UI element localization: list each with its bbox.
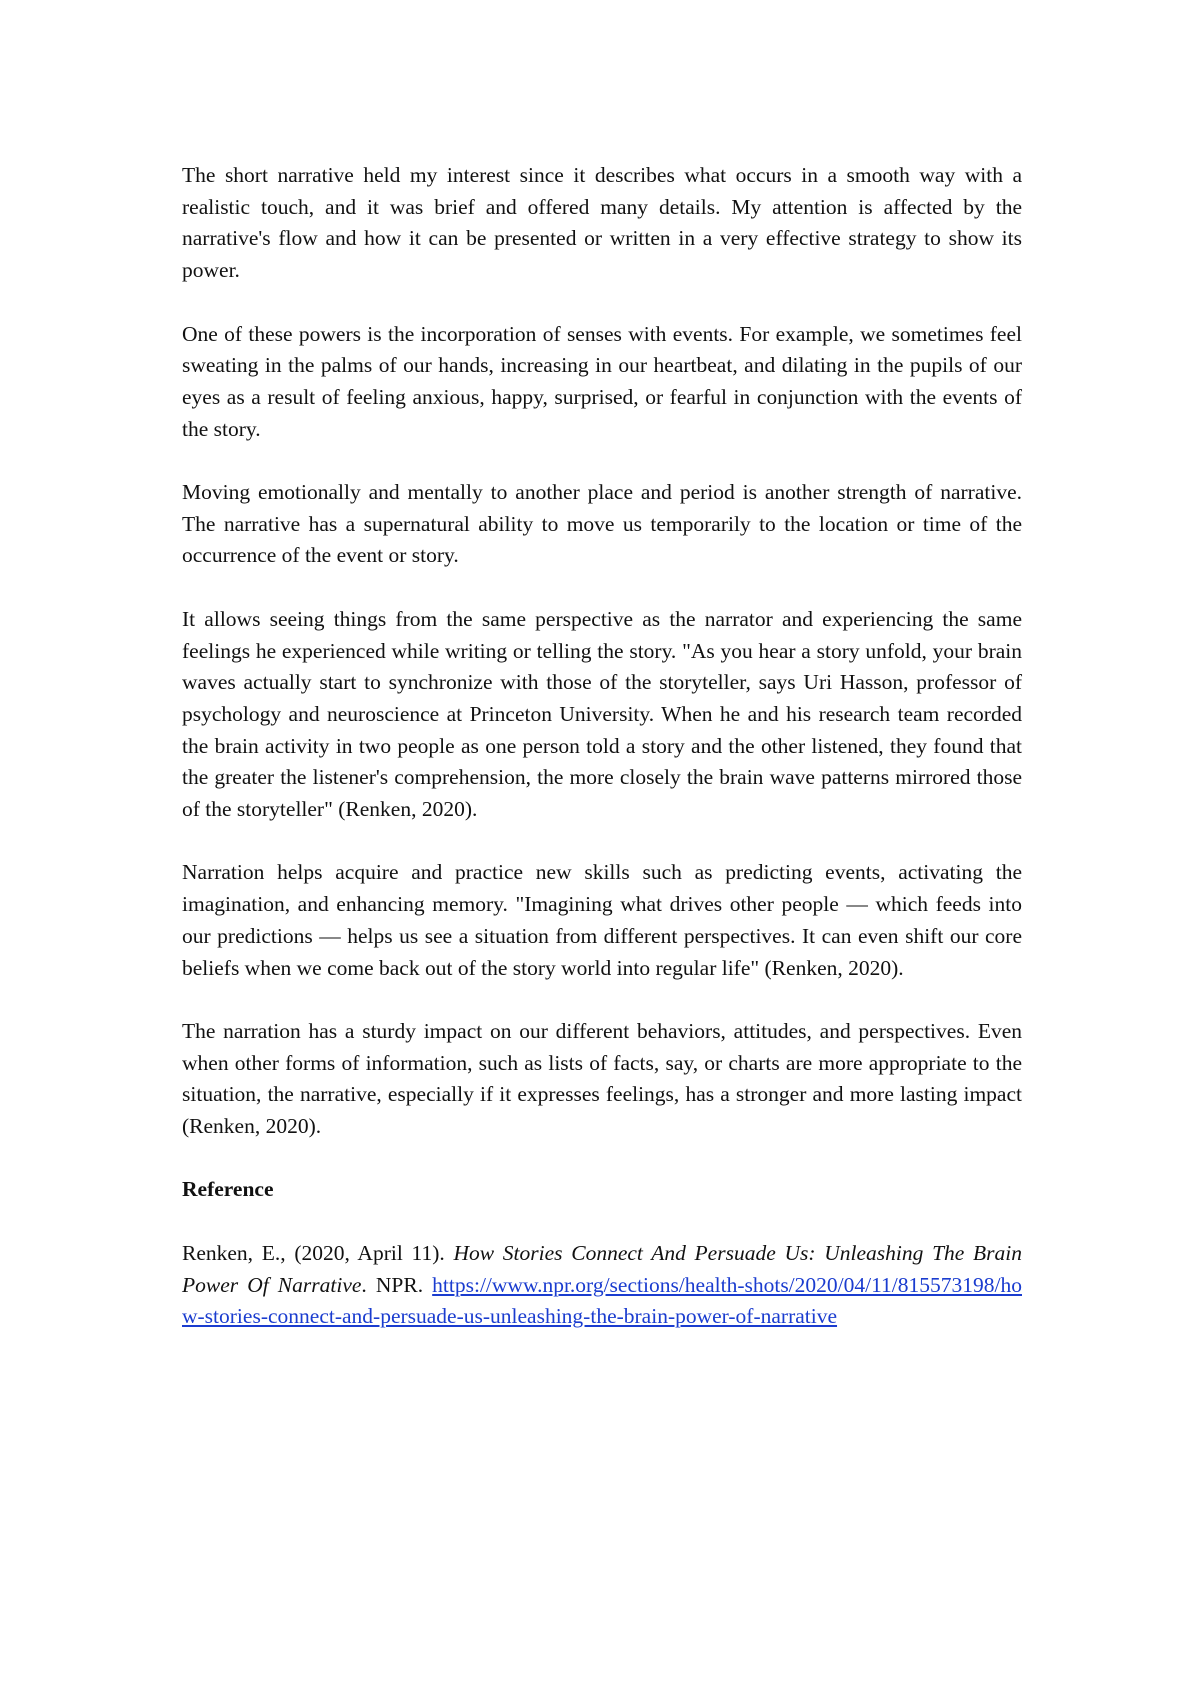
reference-entry (182, 1238, 1022, 1333)
body-paragraph-3: Moving emotionally and mentally to another place and period is another strength of narrative. The narrative has a supernatural ability to move us temporarily to the location or time of the occurrence of the event or story. (182, 480, 1022, 568)
body-paragraph-2: One of these powers is the incorporation of senses with events. For example, we sometimes feel sweating in the palms of our hands, increasing in our heartbeat, and dilating in the pupils of our eyes as a result of feeling anxious, happy, surprised, or fearful in conjunction with the events of the story. (182, 321, 1022, 441)
body-paragraph-1: The short narrative held my interest since it describes what occurs in a smooth way with a realistic touch, and it was brief and offered many details. My attention is affected by the narrative's flow and how it can be presented or written in a very effective strategy to show its power. (182, 163, 1022, 283)
reference-title: How Stories Connect And Persuade Us: Unleashing The Brain Power Of Narrative (182, 1240, 1022, 1297)
reference-author-date: Renken, E., (2020, April 11). (182, 1240, 454, 1265)
body-paragraph-4: It allows seeing things from the same perspective as the narrator and experiencing the same feelings he experienced while writing or telling the story. "As you hear a story unfold, your brain waves actually start to synchronize with those of the storyteller, says Uri Hasson, professor of psychology and neuroscience at Princeton University. When he and his research team recorded the brain activity in two people as one person told a story and the other listened, they found that the greater the listener's comprehension, the more closely the brain wave patterns mirrored those of the storyteller" (Renken, 2020). (182, 606, 1022, 822)
document-body (182, 160, 1022, 1333)
reference-url-link[interactable]: https://www.npr.org/sections/health-shots/2020/04/11/815573198/how-stories-connect-and-persuade-us-unleashing-the-brain-power-of-narrative (182, 1272, 1022, 1329)
body-paragraph-5: Narration helps acquire and practice new skills such as predicting events, activating the imagination, and enhancing memory. "Imagining what drives other people — which feeds into our predictions — helps us see a situation from different perspectives. It can even shift our core beliefs when we come back out of the story world into regular life" (Renken, 2020). (182, 860, 1022, 980)
reference-publisher: . NPR. (361, 1272, 433, 1297)
body-paragraph-6: The narration has a sturdy impact on our different behaviors, attitudes, and perspectives. Even when other forms of information, such as lists of facts, say, or charts are more appropriate to the situation, the narrative, especially if it expresses feelings, has a stronger and more lasting impact (Renken, 2020). (182, 1018, 1022, 1139)
reference-heading: Reference (182, 1177, 274, 1202)
